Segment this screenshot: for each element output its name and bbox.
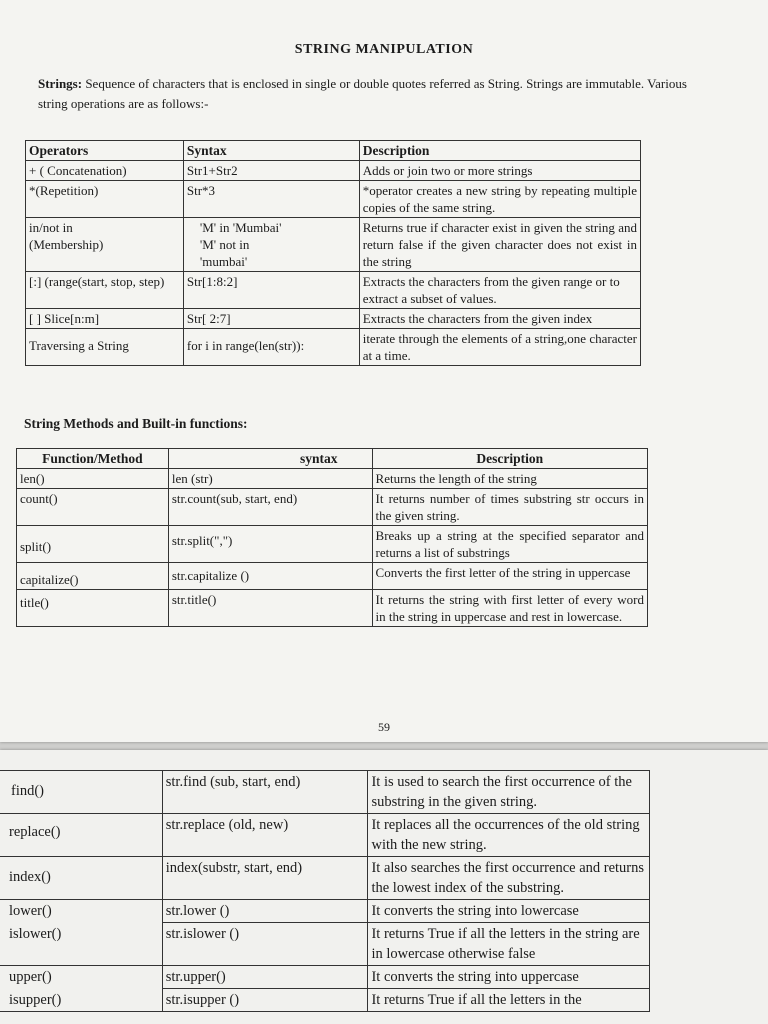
table-cell: str.split(",") bbox=[168, 526, 372, 563]
table-cell: str.title() bbox=[168, 590, 372, 627]
table-cell: isupper() bbox=[0, 989, 162, 1012]
table-cell: str.upper() bbox=[162, 966, 368, 989]
table-cell: iterate through the elements of a string,one character at a time. bbox=[359, 329, 640, 366]
table-cell: str.replace (old, new) bbox=[162, 814, 368, 857]
table-row bbox=[0, 900, 650, 923]
table-cell: Traversing a String bbox=[26, 329, 184, 366]
column-header: Description bbox=[359, 141, 640, 161]
methods-table bbox=[16, 448, 648, 627]
table-cell: lower() bbox=[0, 900, 162, 923]
table-row bbox=[17, 469, 648, 489]
table-cell: It returns True if all the letters in the string are in lowercase otherwise false bbox=[368, 923, 650, 966]
table-cell: It also searches the first occurrence and returns the lowest index of the substring. bbox=[368, 857, 650, 900]
table-cell: Str[1:8:2] bbox=[183, 272, 359, 309]
page-title: STRING MANIPULATION bbox=[294, 42, 474, 57]
operators-table bbox=[25, 140, 641, 366]
table-row bbox=[0, 814, 650, 857]
table-cell: 'M' in 'Mumbai' 'M' not in 'mumbai' bbox=[183, 218, 359, 272]
column-header: Operators bbox=[26, 141, 184, 161]
table-cell: str.capitalize () bbox=[168, 563, 372, 590]
table-cell: Extracts the characters from the given index bbox=[359, 309, 640, 329]
table-row bbox=[0, 966, 650, 989]
table-row bbox=[17, 526, 648, 563]
table-cell: islower() bbox=[0, 923, 162, 966]
table-cell: + ( Concatenation) bbox=[26, 161, 184, 181]
table-cell: It converts the string into lowercase bbox=[368, 900, 650, 923]
table-cell: It converts the string into uppercase bbox=[368, 966, 650, 989]
table-cell: Str1+Str2 bbox=[183, 161, 359, 181]
table-cell: upper() bbox=[0, 966, 162, 989]
column-header: Function/Method bbox=[17, 449, 169, 469]
table-row bbox=[0, 771, 650, 814]
table-row bbox=[26, 218, 641, 272]
table-cell: It is used to search the first occurrence of the substring in the given string. bbox=[368, 771, 650, 814]
table-cell: in/not in (Membership) bbox=[26, 218, 184, 272]
table-cell: str.find (sub, start, end) bbox=[162, 771, 368, 814]
column-header: syntax bbox=[168, 449, 372, 469]
table-row bbox=[26, 181, 641, 218]
table-cell: Str*3 bbox=[183, 181, 359, 218]
table-cell: index() bbox=[0, 857, 162, 900]
table-row bbox=[26, 161, 641, 181]
table-cell: len() bbox=[17, 469, 169, 489]
table-cell: title() bbox=[17, 590, 169, 627]
table-row bbox=[17, 590, 648, 627]
table-cell: Extracts the characters from the given range or to extract a subset of values. bbox=[359, 272, 640, 309]
table-cell: Adds or join two or more strings bbox=[359, 161, 640, 181]
table-cell: Converts the first letter of the string in uppercase bbox=[372, 563, 647, 590]
table-cell: It returns True if all the letters in the bbox=[368, 989, 650, 1012]
table-cell: [:] (range(start, stop, step) bbox=[26, 272, 184, 309]
table-cell: [ ] Slice[n:m] bbox=[26, 309, 184, 329]
table-cell: find() bbox=[0, 771, 162, 814]
table-cell: str.islower () bbox=[162, 923, 368, 966]
table-cell: Breaks up a string at the specified separator and returns a list of substrings bbox=[372, 526, 647, 563]
table-cell: It replaces all the occurrences of the old string with the new string. bbox=[368, 814, 650, 857]
table-cell: index(substr, start, end) bbox=[162, 857, 368, 900]
table-row bbox=[17, 489, 648, 526]
table-header-row bbox=[17, 449, 648, 469]
table-cell: replace() bbox=[0, 814, 162, 857]
table-cell: *(Repetition) bbox=[26, 181, 184, 218]
table-cell: It returns number of times substring str occurs in the given string. bbox=[372, 489, 647, 526]
table-row bbox=[0, 923, 650, 966]
table-cell: str.isupper () bbox=[162, 989, 368, 1012]
table-cell: capitalize() bbox=[17, 563, 169, 590]
table-cell: for i in range(len(str)): bbox=[183, 329, 359, 366]
table-row bbox=[26, 329, 641, 366]
table-row bbox=[0, 989, 650, 1012]
table-row bbox=[0, 857, 650, 900]
intro-label: Strings: bbox=[38, 76, 83, 91]
table-cell: *operator creates a new string by repeating multiple copies of the same string. bbox=[359, 181, 640, 218]
table-cell: len (str) bbox=[168, 469, 372, 489]
table-row bbox=[26, 272, 641, 309]
document-page-2 bbox=[0, 750, 768, 1024]
column-header: Description bbox=[372, 449, 647, 469]
intro-paragraph bbox=[38, 74, 698, 114]
intro-text: Sequence of characters that is enclosed in single or double quotes referred as String. Strings are immutable. Various string operations are as follows:- bbox=[38, 76, 687, 111]
table-cell: Returns the length of the string bbox=[372, 469, 647, 489]
page-number: 59 bbox=[378, 720, 390, 734]
section-heading: String Methods and Built-in functions: bbox=[24, 416, 248, 431]
table-cell: str.count(sub, start, end) bbox=[168, 489, 372, 526]
table-row bbox=[17, 563, 648, 590]
table-cell: split() bbox=[17, 526, 169, 563]
table-cell: Str[ 2:7] bbox=[183, 309, 359, 329]
table-cell: str.lower () bbox=[162, 900, 368, 923]
table-cell: It returns the string with first letter of every word in the string in uppercase and rest in lowercase. bbox=[372, 590, 647, 627]
methods-table-continued bbox=[0, 770, 650, 1012]
table-header-row bbox=[26, 141, 641, 161]
table-cell: Returns true if character exist in given the string and return false if the given character does not exist in the string bbox=[359, 218, 640, 272]
table-cell: count() bbox=[17, 489, 169, 526]
table-row bbox=[26, 309, 641, 329]
column-header: Syntax bbox=[183, 141, 359, 161]
